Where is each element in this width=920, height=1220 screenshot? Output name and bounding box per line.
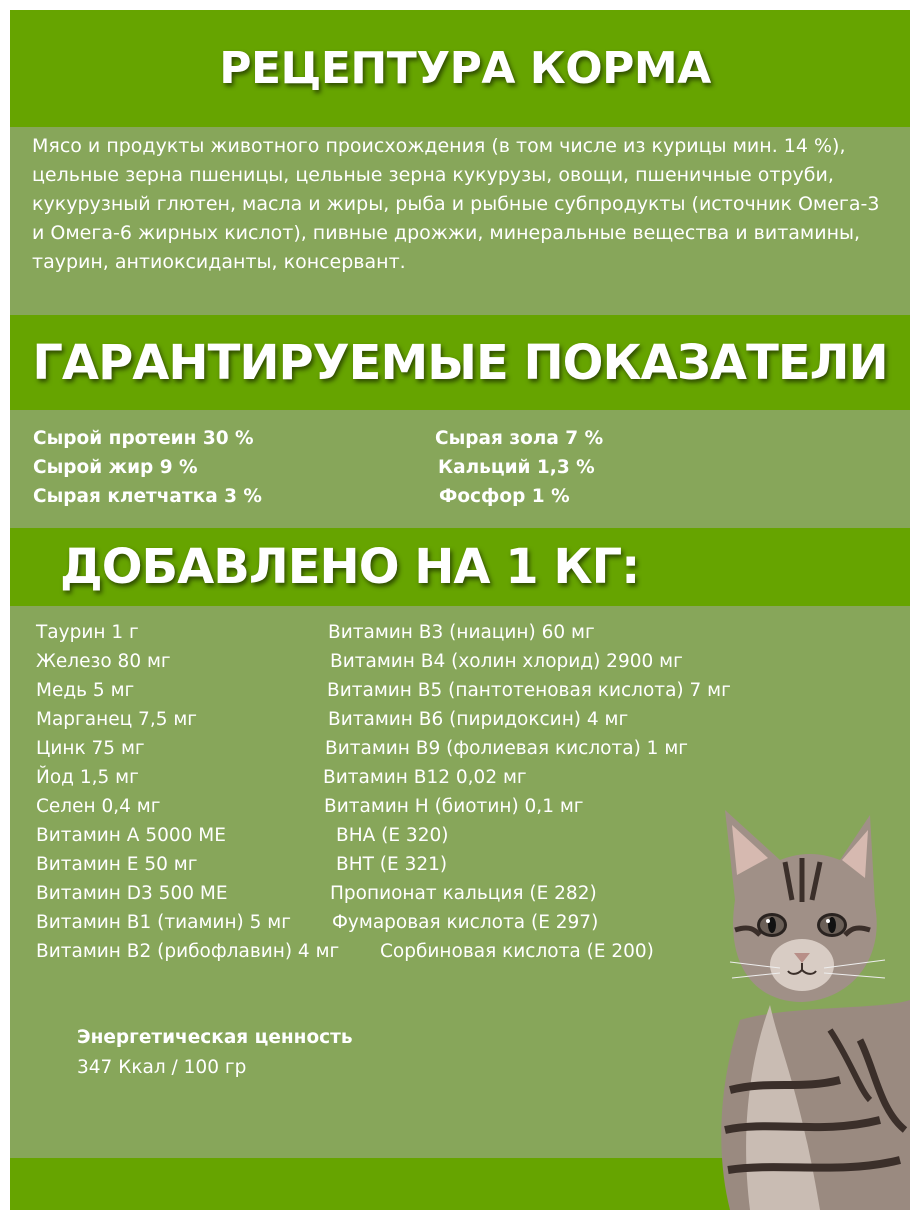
- energy-label: Энергетическая ценность: [77, 1027, 353, 1048]
- added-item: Железо 80 мг: [36, 651, 171, 672]
- cat-illustration: [710, 790, 910, 1210]
- guaranteed-title-band: [10, 315, 910, 410]
- added-item: Витамин А 5000 МЕ: [36, 825, 226, 846]
- added-item: Селен 0,4 мг: [36, 796, 161, 817]
- guaranteed-item: Сырой протеин 30 %: [33, 428, 254, 449]
- infographic: [10, 10, 910, 1210]
- guaranteed-right-list: [435, 424, 603, 511]
- recipe-title: РЕЦЕПТУРА КОРМА: [219, 43, 711, 94]
- recipe-text: Мясо и продукты животного происхождения (в том числе из курицы мин. 14 %), цельные зерна пшеницы, цельные зерна кукурузы, овощи, пшеничные отруби, кукурузный глютен, масла и жиры, рыба и рыбные субпродукты (источник Омега-3 и Омега-6 жирных кислот), пивные дрожжи, минеральные вещества и витамины, таурин, антиоксиданты, консервант.: [32, 135, 880, 273]
- guaranteed-item: Сырая зола 7 %: [435, 428, 604, 449]
- added-item: Витамин В12 0,02 мг: [323, 767, 527, 788]
- added-item: Витамин Е 50 мг: [36, 854, 198, 875]
- added-item: Витамин Н (биотин) 0,1 мг: [324, 796, 584, 817]
- added-item: Йод 1,5 мг: [36, 767, 139, 788]
- added-item: Сорбиновая кислота (Е 200): [380, 941, 654, 962]
- guaranteed-item: Фосфор 1 %: [439, 486, 570, 507]
- added-item: Фумаровая кислота (Е 297): [332, 912, 599, 933]
- added-item: Витамин В9 (фолиевая кислота) 1 мг: [325, 738, 689, 759]
- guaranteed-item: Кальций 1,3 %: [438, 457, 595, 478]
- added-item: Витамин В3 (ниацин) 60 мг: [328, 622, 595, 643]
- guaranteed-item: Сырая клетчатка 3 %: [33, 486, 262, 507]
- recipe-title-band: [10, 10, 910, 127]
- added-item: Таурин 1 г: [36, 622, 139, 643]
- added-item: Цинк 75 мг: [36, 738, 145, 759]
- added-item: Витамин В6 (пиридоксин) 4 мг: [328, 709, 629, 730]
- added-item: Витамин В5 (пантотеновая кислота) 7 мг: [327, 680, 731, 701]
- added-item: Витамин D3 500 МЕ: [36, 883, 228, 904]
- added-right-list: [10, 618, 731, 966]
- added-item: ВНТ (Е 321): [336, 854, 448, 875]
- added-item: ВНА (Е 320): [336, 825, 449, 846]
- added-item: Медь 5 мг: [36, 680, 135, 701]
- added-title-band: [10, 528, 910, 606]
- added-item: Витамин В4 (холин хлорид) 2900 мг: [330, 651, 683, 672]
- energy-value: 347 Ккал / 100 гр: [77, 1057, 247, 1078]
- added-item: Витамин В1 (тиамин) 5 мг: [36, 912, 291, 933]
- guaranteed-item: Сырой жир 9 %: [33, 457, 198, 478]
- added-item: Пропионат кальция (Е 282): [330, 883, 597, 904]
- added-item: Марганец 7,5 мг: [36, 709, 198, 730]
- added-item: Витамин В2 (рибофлавин) 4 мг: [36, 941, 340, 962]
- energy-block: [77, 1023, 353, 1083]
- guaranteed-title: ГАРАНТИРУЕМЫЕ ПОКАЗАТЕЛИ: [32, 334, 888, 391]
- added-title: ДОБАВЛЕНО НА 1 КГ:: [60, 539, 640, 595]
- guaranteed-left-list: [33, 424, 262, 511]
